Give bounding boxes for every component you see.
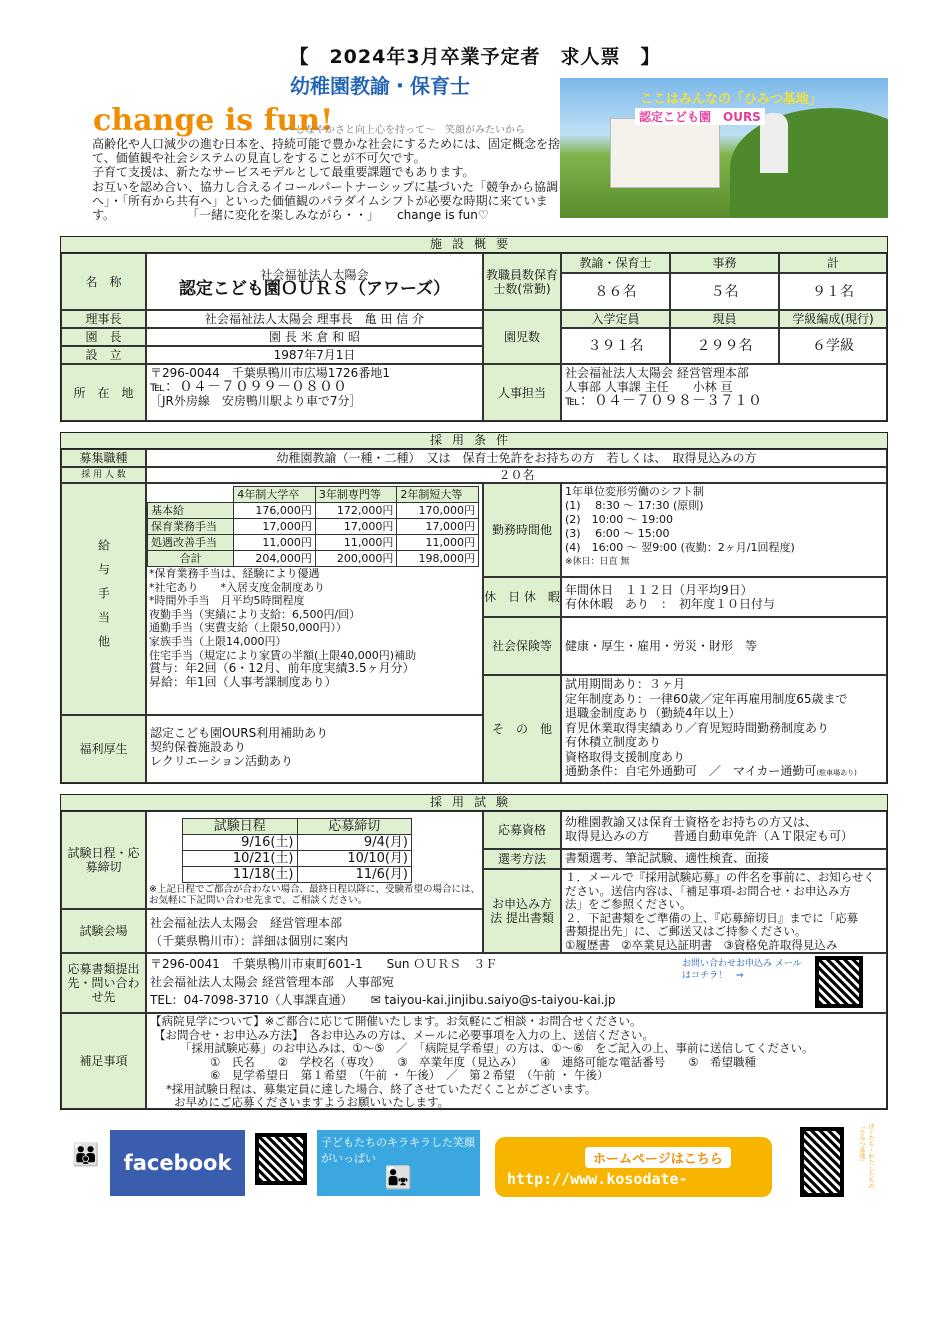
- conditions-heading: 採用条件: [60, 432, 888, 449]
- facility-heading: 施設概要: [60, 236, 888, 253]
- facility-name: 社会福祉法人太陽会 認定こども園ＯＵＲＳ（アワーズ）: [146, 253, 483, 310]
- address: 〒296-0044 千葉県鴨川市広場1726番地1 ℡：０４－７０９９－０８００ ［JR外房線 安房鴨川駅より車で7分］: [146, 364, 483, 421]
- homepage-url[interactable]: http://www.kosodate-: [507, 1170, 688, 1188]
- schedule-table: 試験日程 応募締切 9/16(土) 9/4(月) 10/21(土) 10/10(月) 11/18(土) 11/6(月): [182, 818, 412, 883]
- work-hours: 1年単位変形労働のシフト制 (1) 8:30 ～ 17:30 (原則) (2) 10:00 ～ 19:00 (3) 6:00 ～ 15:00 (4) 16:00 ～ 翌9:00 (夜勤：2ヶ月/1回程度) ※休日：日直 無: [561, 483, 887, 577]
- notes: 【病院見学について】※ご都合に応じて開催いたします。お気軽にご相談・お問合せください。 【お問合せ・お申込み方法】 各お申込みの方は、メールに必要事項を入力の上、送信ください。 「採用試験応募」のお申込みは、①～⑤ ／ 「病院見学希望」の方は、①～⑥ をご記入の上、事前に送信してください。 ① 氏名 ② 学校名（専攻） ③ 卒業年度（見込み） ④ 連絡可能な電話番号 ⑤ 希望職種 ⑥ 見学希望日 第１希望 （午前 ・ 午後） ／ 第２希望 （午前 ・ 午後） *採用試験日程は、募集定員に達した場合、終了させていただくことがございます。 お早めにご応募くださいますようお願いいたします。: [146, 1013, 887, 1109]
- other-conditions: 試用期間あり：３ヶ月 定年制度あり：一律60歳／定年再雇用制度65歳まで 退職金制度あり（勤続4年以上） 育児休業取得実績あり／育児短時間勤務制度あり 有休積立制度あり 資格取得支援制度あり 通勤条件：自宅外通勤可 ／ マイカー通勤可(駐車場あり): [561, 675, 887, 783]
- conditions-section: 募集職種 幼稚園教諭（一種・二種） 又は 保育士免許をお持ちの方 若しくは、 取得見込みの方 採 用 人 数 ２０名 給与手当他 4年制大学卒 3年制専門等 2年制短大等 基本給 176,000円 172,000円 170,000円 保育業務手当 17,000円 17,000円 17,000円 処遇改善手当 11,000円 11,000円 11,000円 合計 204,000円 200,000円 198,000円 *保育業務手当は、経験により優遇 *社宅あり *入居支度金制度あり *時間外手当 月平均5時間程度 夜勤手当（実績により支給：6,500円/回） 通勤手当（実費支給（上限50,000円）） 家族手当（上限14,000円） 住宅手当（規定により家賃の半額(上限40,000円)補助 賞与：年2回（6・12月、前年度実績3.5ヶ月分） 昇給：年1回（人事考課制度あり） 福利厚生 認定こども園OURS利用補助あり 契約保養施設あり レクリエーション活動あり 勤務時間他 1年単位変形労働のシフト制 (1) 8:30 ～ 17:30 (原則) (2) 10:00 ～ 19:00 (3) 6:00 ～ 15:00 (4) 16:00 ～ 翌9:00 (夜勤：2ヶ月/1回程度) ※休日：日直 無 休 日 休 暇 年間休日 １１２日（月平均9日） 有休休暇 あり ： 初年度１０日付与 社会保険等 健康・厚生・雇用・労災・財形 等 そ の 他 試用期間あり：３ヶ月 定年制度あり：一律60歳／定年再雇用制度65歳まで 退職金制度あり（勤続4年以上） 育児休業取得実績あり／育児短時間勤務制度あり 有休積立制度あり 資格取得支援制度あり 通勤条件：自宅外通勤可 ／ マイカー通勤可(駐車場あり): [60, 448, 888, 784]
- subtitle: 幼稚園教諭・保育士: [290, 74, 470, 98]
- salary-table: 4年制大学卒 3年制専門等 2年制短大等 基本給 176,000円 172,000円 170,000円 保育業務手当 17,000円 17,000円 17,000円 処遇改善手当 11,000円 11,000円 11,000円 合計 204,000円 200,000円 198,000円: [147, 486, 479, 567]
- homepage-banner[interactable]: [495, 1137, 772, 1197]
- qr-code-icon[interactable]: [815, 956, 863, 1008]
- children-icon: 👪: [72, 1143, 100, 1168]
- salary-notes: *保育業務手当は、経験により優遇 *社宅あり *入居支度金制度あり *時間外手当 月平均5時間程度 夜勤手当（実績により支給：6,500円/回） 通勤手当（実費支給（上限50,000円）） 家族手当（上限14,000円） 住宅手当（規定により家賃の半額(上限40,000円)補助 賞与：年2回（6・12月、前年度実績3.5ヶ月分） 昇給：年1回（人事考課制度あり）: [149, 567, 417, 689]
- slogan: change is fun!: [93, 103, 334, 138]
- facebook-button[interactable]: facebook: [110, 1130, 245, 1196]
- mail-icon: ✉: [370, 993, 381, 1007]
- homepage-button[interactable]: ホームページはこちら: [585, 1147, 731, 1168]
- exam-heading: 採用試験: [60, 794, 888, 811]
- qr-code-icon[interactable]: [800, 1127, 844, 1197]
- apply-method: １．メールで『採用試験応募』の件名を事前に、お知らせく ださい。送信内容は、「補足事項-お問合せ・お申込み方 法」をご参照ください。 ２．下記書類をご準備の上、『応募締切日』までに「応募 書類提出先」に、ご郵送又はご持参ください。 ①履歴書 ②卒業見込証明書 ③資格免許取得見込み: [561, 869, 887, 953]
- kira-banner[interactable]: 子どもたちのキラキラした笑顔がいっぱい 👨‍👧: [317, 1130, 480, 1196]
- intro-text: 高齢化や人口減少の進む日本を、持続可能で豊かな社会にするためには、固定概念を捨 て、価値観や社会システムの見直しをすることが不可欠です。 子育て支援は、新たなサービスモデルとして最重要課題でもあります。 お互いを認め合い、協力し合えるイコールパートナーシップに基づいた「競争から協調 へ」・「所有から共有へ」といった価値観のパラダイムシフトが必要な時期に来ていま す。 「一緒に変化を楽しみながら・・」 change is fun♡: [92, 137, 561, 223]
- side-text: ぼくたち・わたしたちの「ひみつ基地」: [858, 1123, 874, 1189]
- email-link[interactable]: taiyou-kai.jinjibu.saiyo@s-taiyou-kai.jp: [384, 993, 616, 1007]
- qr-code-icon[interactable]: [255, 1133, 307, 1185]
- name-label: 名 称: [61, 253, 146, 310]
- staff-label: 教職員数保育士数(常勤): [483, 253, 561, 310]
- family-icon: 👨‍👧: [384, 1166, 413, 1191]
- slogan-sub: ～しなやかさと向上心を持って～ 笑顔がみたいから: [285, 125, 525, 136]
- exam-section: 試験日程・応募締切 試験日程 応募締切 9/16(土) 9/4(月) 10/21(土) 10/10(月) 11/18(土) 11/6(月) ※上記日程でご都合が合わない場合、最終日程以降に、受験希望の場合には、お気軽に下記問い合わせ先まで、ご相談ください。 試験会場 社会福祉法人太陽会 経営管理本部 （千葉県鴨川市）：詳細は個別に案内 応募資格 幼稚園教諭又は保育士資格をお持ちの方又は、 取得見込みの方 普通自動車免許（ＡＴ限定も可） 選考方法 書類選考、筆記試験、適性検査、面接 お申込み方法 提出書類 １．メールで『採用試験応募』の件名を事前に、お知らせく ださい。送信内容は、「補足事項-お問合せ・お申込み方 法」をご参照ください。 ２．下記書類をご準備の上、『応募締切日』までに「応募 書類提出先」に、ご郵送又はご持参ください。 ①履歴書 ②卒業見込証明書 ③資格免許取得見込み 応募書類提出先・問い合わせ先 〒296-0041 千葉県鴨川市東町601-1 Sun ＯＵＲＳ ３Ｆ 社会福祉法人太陽会 経営管理本部 人事部宛 TEL：04-7098-3710（人事課直通） ✉ taiyou-kai.jinjibu.saiyo@s-taiyou-kai.jp お問い合わせお申込み メールはコチラ！ ⇒ 補足事項 【病院見学について】※ご都合に応じて開催いたします。お気軽にご相談・お問合せください。 【お問合せ・お申込み方法】 各お申込みの方は、メールに必要事項を入力の上、送信ください。 「採用試験応募」のお申込みは、①～⑤ ／ 「病院見学希望」の方は、①～⑥ をご記入の上、事前に送信してください。 ① 氏名 ② 学校名（専攻） ③ 卒業年度（見込み） ④ 連絡可能な電話番号 ⑤ 希望職種 ⑥ 見学希望日 第１希望 （午前 ・ 午後） ／ 第２希望 （午前 ・ 午後） *採用試験日程は、募集定員に達した場合、終了させていただくことがございます。 お早めにご応募くださいますようお願いいたします。: [60, 810, 888, 1110]
- submit-address: 〒296-0041 千葉県鴨川市東町601-1 Sun ＯＵＲＳ ３Ｆ 社会福祉法人太陽会 経営管理本部 人事部宛 TEL：04-7098-3710（人事課直通） ✉ taiyou-kai.jinjibu.saiyo@s-taiyou-kai.jp お問い合わせお申込み メールはコチラ！ ⇒: [146, 953, 887, 1013]
- school-photo: ここはみんなの「ひみつ基地」 認定こども園 OURS: [560, 78, 888, 218]
- page-title: 【 2024年3月卒業予定者 求人票 】: [289, 46, 661, 68]
- facility-section: 名 称 社会福祉法人太陽会 認定こども園ＯＵＲＳ（アワーズ） 教職員数保育士数(常勤) 教諭・保育士 事務 計 ８６名 ５名 ９１名 理事長 園 長 社会福祉法人太陽会 理事長 亀 田 信 介 園 長 米 倉 和 昭 園児数 入学定員 現員 学級編成(現行) ３９１名 ２９９名 ６学級 設 立 1987年7月1日 所 在 地 〒296-0044 千葉県鴨川市広場1726番地1 ℡：０４－７０９９－０８００ ［JR外房線 安房鴨川駅より車で7分］ 人事担当 社会福祉法人太陽会 経営管理本部 人事部 人事課 主任 小林 亘 ℡：０４－７０９８－３７１０: [60, 252, 888, 422]
- hr-contact: 社会福祉法人太陽会 経営管理本部 人事部 人事課 主任 小林 亘 ℡：０４－７０９８－３７１０: [561, 364, 887, 421]
